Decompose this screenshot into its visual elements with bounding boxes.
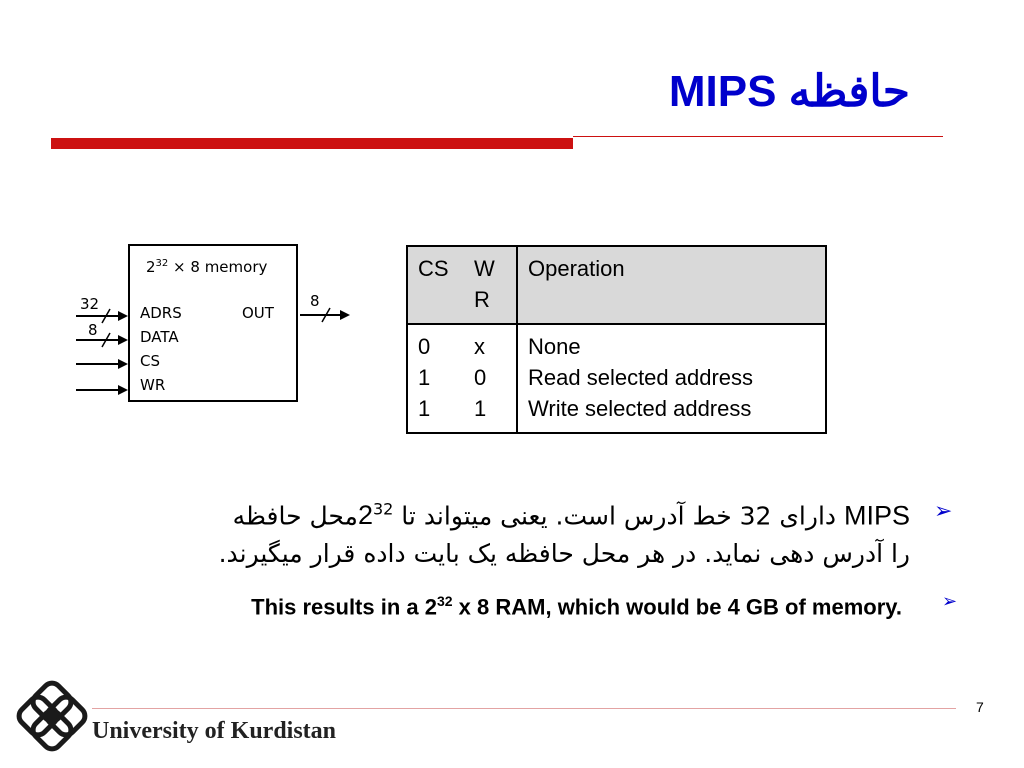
memory-diagram [74,240,364,415]
title-accent-bar [51,138,573,149]
pin-data: DATA [140,328,179,346]
page-number: 7 [976,699,984,715]
adrs-width-label: 32 [80,295,100,313]
arrow-bullet-icon: ➢ [934,499,953,524]
out-width-label: 8 [310,292,320,310]
title-latin: MIPS [668,67,777,116]
bullet-english-line: This results in a $2^{32}$ x 8 RAM, which would be 4 GB of memory. [251,593,902,620]
pin-adrs: ADRS [140,304,182,322]
arrow-bullet-icon-2: ➢ [942,591,958,612]
title-persian: حافظه [788,67,910,116]
footer-divider [92,708,956,709]
operation-table [406,245,827,434]
header-wr: W R [464,246,517,324]
table-body-row [407,324,826,433]
university-knot-logo-icon [16,680,88,752]
bullet-persian-line-2: را آدرس دهی نماید. در هر محل حافظه یک بایت داده قرار میگیرند. [218,539,910,568]
wr-column: x 0 1 [464,324,517,433]
table-header-row [407,246,826,324]
memory-label: $2^{32} \times 8$ memory [146,258,268,276]
bullet-persian-line-1: MIPS دارای 32 خط آدرس است. یعنی میتواند تا $2^{32}محل$ حافظه [232,500,910,531]
operation-column: None Read selected address Write selected address [517,324,826,433]
memory-block [128,244,298,402]
header-cs: CS [407,246,464,324]
slide-title [669,62,910,122]
university-name: University of Kurdistan [92,718,337,744]
pin-cs: CS [140,352,160,370]
data-width-label: 8 [88,321,98,339]
cs-column: 0 1 1 [407,324,464,433]
pin-out: OUT [242,304,274,322]
header-operation: Operation [517,246,826,324]
pin-wr: WR [140,376,166,394]
title-accent-line [573,136,943,137]
